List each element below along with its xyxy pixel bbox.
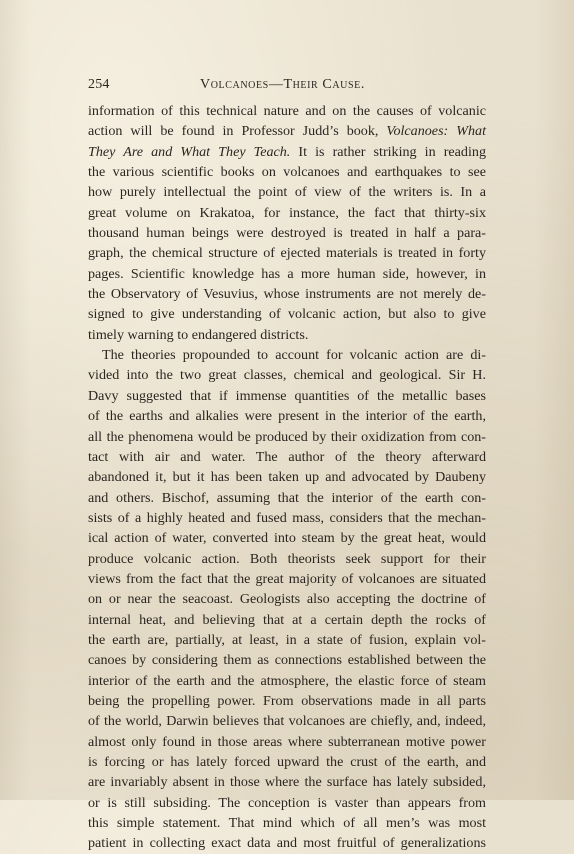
text-line: internal heat, and believing that at a certain depth the rocks of	[88, 611, 486, 628]
text-line: The theories propounded to account for volcanic action are di-	[102, 347, 486, 364]
text-line: are invariably absent in those where the surface has lately subsided,	[88, 774, 486, 791]
text-line: They Are and What They Teach. It is rather striking in reading	[88, 143, 486, 160]
text-line: being the propelling power. From observations made in all parts	[88, 692, 486, 709]
text-line: thousand human beings were destroyed is treated in half a para-	[88, 225, 486, 242]
text-line: almost only found in those areas where subterranean motive power	[88, 733, 486, 750]
text-line: views from the fact that the great majority of volcanoes are situated	[88, 570, 486, 587]
text-line: ical action of water, converted into steam by the great heat, would	[88, 530, 486, 547]
text-line: action will be found in Professor Judd’s book, Volcanoes: What	[88, 123, 486, 140]
text-line: signed to give understanding of volcanic action, but also to give	[88, 306, 486, 323]
text-line: or is still subsiding. The conception is vaster than appears from	[88, 794, 486, 811]
text-line: great volume on Krakatoa, for instance, the fact that thirty-six	[88, 204, 486, 221]
text-line: graph, the chemical structure of ejected materials is treated in forty	[88, 245, 486, 262]
book-title-italic: They Are and What They Teach.	[88, 143, 291, 160]
text-line: tact with air and water. The author of the theory afterward	[88, 448, 486, 465]
text-line: pages. Scientific knowledge has a more human side, however, in	[88, 265, 486, 282]
text-line: produce volcanic action. Both theorists seek support for their	[88, 550, 486, 567]
text-line: interior of the earth and the atmosphere, the elastic force of steam	[88, 672, 486, 689]
text-line: vided into the two great classes, chemical and geological. Sir H.	[88, 367, 486, 384]
text-line: all the phenomena would be produced by their oxidization from con-	[88, 428, 486, 445]
text-line: the Observatory of Vesuvius, whose instruments are not merely de-	[88, 286, 486, 303]
text-line: on or near the seacoast. Geologists also accepting the doctrine of	[88, 591, 486, 608]
text-line: is forcing or has lately forced upward the crust of the earth, and	[88, 754, 486, 770]
text-line: the various scientific books on volcanoes and earthquakes to see	[88, 164, 486, 181]
text-line: how purely intellectual the point of view of the writers is. In a	[88, 184, 486, 201]
text-line: sists of a highly heated and fused mass, considers that the mechan-	[88, 509, 486, 526]
text-line: information of this technical nature and on the causes of volcanic	[88, 103, 486, 119]
page-edge-shading-right	[534, 0, 574, 800]
page-edge-shading-left	[0, 0, 30, 800]
text-line: timely warning to endangered districts.	[88, 326, 309, 343]
page-header	[88, 77, 486, 95]
body-text	[88, 101, 486, 854]
text-line: abandoned it, but it has been taken up and advocated by Daubeny	[88, 469, 486, 486]
text-line: of the world, Darwin believes that volcanoes are chiefly, and, indeed,	[88, 713, 486, 730]
text-line: of the earths and alkalies were present in the interior of the earth,	[88, 408, 486, 425]
text-line: the earth are, partially, at least, in a state of fusion, explain vol-	[88, 631, 486, 648]
text-line: and others. Bischof, assuming that the interior of the earth con-	[88, 489, 486, 506]
text-line: canoes by considering them as connections established between the	[88, 652, 486, 669]
book-title-italic: Volcanoes: What	[386, 123, 486, 140]
text-line: Davy suggested that if immense quantities of the metallic bases	[88, 387, 486, 404]
running-head: Volcanoes—Their Cause.	[200, 77, 365, 92]
text-line: this simple statement. That mind which of all men’s was most	[88, 815, 486, 832]
text-line: patient in collecting exact data and most fruitful of generalizations	[88, 835, 486, 852]
page-number: 254	[88, 77, 110, 92]
